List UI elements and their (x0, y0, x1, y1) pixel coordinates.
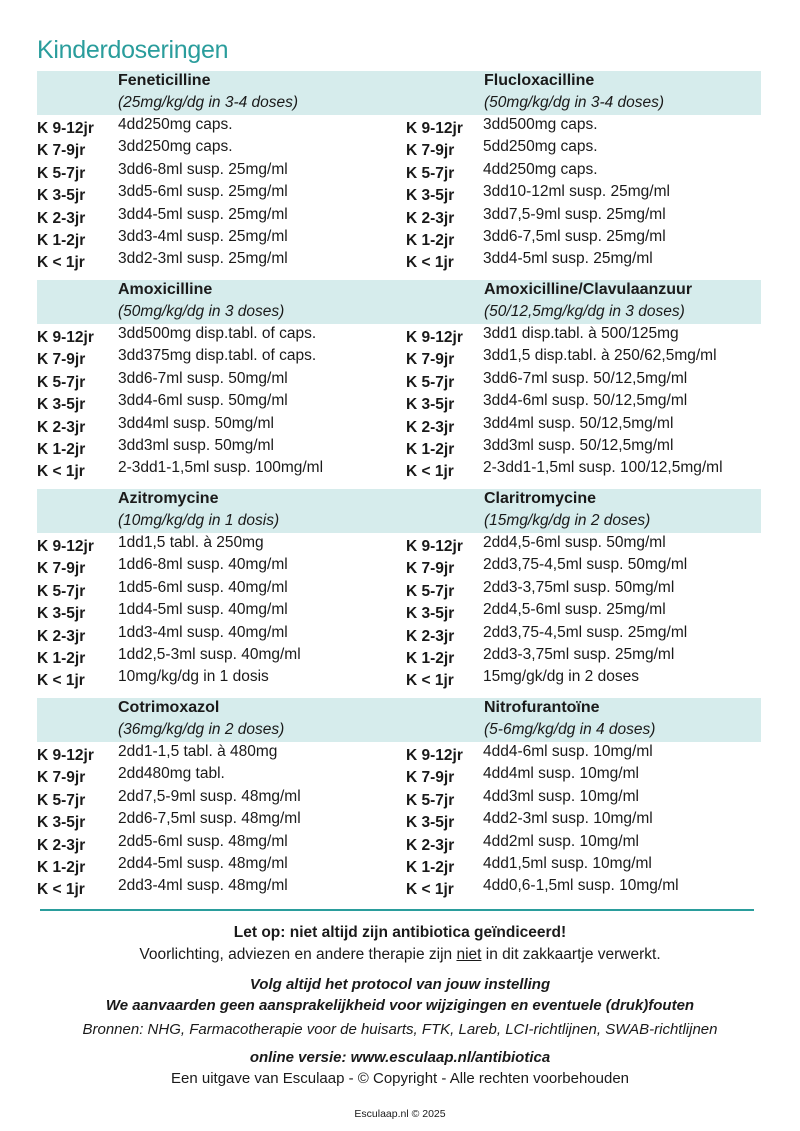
dose-value: 3dd4-5ml susp. 25mg/ml (483, 250, 653, 268)
dose-value: 15mg/gk/dg in 2 doses (483, 668, 639, 686)
age-group-label: K 9-12jr (406, 120, 463, 137)
age-group-label: K 1-2jr (406, 231, 455, 249)
age-group-label: K 1-2jr (406, 649, 455, 667)
age-group-label: K 7-9jr (37, 351, 86, 369)
page-title: Kinderdoseringen (37, 36, 229, 64)
dose-value: 3dd375mg disp.tabl. of caps. (118, 347, 317, 365)
warning-text: Let op: niet altijd zijn antibiotica geïndiceerd! (233, 924, 567, 941)
age-group-label: K 3-5jr (406, 605, 455, 623)
dose-value: 4dd4ml susp. 10mg/ml (483, 765, 639, 783)
info-text-after: in dit zakkaartje verwerkt. (481, 946, 661, 963)
age-group-label: K 9-12jr (37, 329, 94, 346)
dose-value: 1dd1,5 tabl. à 250mg (118, 534, 264, 551)
age-group-label: K 7-9jr (37, 142, 86, 160)
drug-name: Azitromycine (118, 490, 219, 507)
drug-dosage-rule: (36mg/kg/dg in 2 doses) (118, 721, 285, 738)
dose-value: 3dd6-7ml susp. 50/12,5mg/ml (483, 369, 688, 387)
dose-value: 3dd1 disp.tabl. à 500/125mg (483, 325, 679, 342)
copyright-small: Esculaap.nl © 2025 (354, 1108, 446, 1120)
drug-name: Amoxicilline/Clavulaanzuur (484, 281, 693, 298)
age-group-label: K 2-3jr (406, 627, 455, 645)
dose-value: 3dd6-7ml susp. 50mg/ml (118, 369, 288, 387)
age-group-label: K 3-5jr (37, 187, 86, 205)
age-group-label: K 1-2jr (37, 440, 86, 458)
dose-value: 2dd480mg tabl. (118, 765, 225, 783)
dose-value: 1dd4-5ml susp. 40mg/ml (118, 601, 288, 619)
drug-dosage-rule: (15mg/kg/dg in 2 doses) (484, 512, 651, 529)
dose-value: 2dd3-3,75ml susp. 25mg/ml (483, 645, 675, 663)
age-group-label: K 2-3jr (406, 836, 455, 854)
age-group-label: K 1-2jr (406, 858, 455, 876)
dose-value: 3dd2-3ml susp. 25mg/ml (118, 250, 288, 268)
dose-value: 3dd1,5 disp.tabl. à 250/62,5mg/ml (483, 347, 717, 365)
age-group-label: K 5-7jr (406, 582, 455, 600)
dose-value: 3dd4ml susp. 50/12,5mg/ml (483, 414, 674, 432)
age-group-label: K 3-5jr (406, 814, 455, 832)
dose-value: 2dd4,5-6ml susp. 50mg/ml (483, 534, 666, 551)
dose-value: 1dd3-4ml susp. 40mg/ml (118, 623, 288, 641)
dose-value: 4dd1,5ml susp. 10mg/ml (483, 854, 652, 872)
dose-value: 2dd3-4ml susp. 48mg/ml (118, 877, 288, 895)
drug-name: Claritromycine (484, 490, 597, 507)
age-group-label: K 7-9jr (37, 560, 86, 578)
age-group-label: K < 1jr (406, 463, 454, 481)
drug-block (37, 489, 761, 698)
drug-name: Amoxicilline (118, 281, 213, 298)
age-group-label: K 2-3jr (406, 418, 455, 436)
age-group-label: K 7-9jr (406, 560, 455, 578)
age-group-label: K < 1jr (406, 254, 454, 272)
dose-value: 3dd3-4ml susp. 25mg/ml (118, 227, 288, 245)
age-group-label: K 1-2jr (37, 231, 86, 249)
drug-dosage-rule: (10mg/kg/dg in 1 dosis) (118, 512, 280, 529)
dose-value: 3dd250mg caps. (118, 138, 233, 156)
age-group-label: K 7-9jr (406, 142, 455, 160)
dose-value: 3dd4ml susp. 50mg/ml (118, 414, 274, 432)
age-group-label: K < 1jr (37, 672, 85, 690)
dose-value: 2-3dd1-1,5ml susp. 100/12,5mg/ml (483, 459, 723, 477)
age-group-label: K 2-3jr (406, 209, 455, 227)
age-group-label: K 9-12jr (406, 747, 463, 764)
dose-value: 3dd6-8ml susp. 25mg/ml (118, 160, 288, 178)
dose-value: 1dd2,5-3ml susp. 40mg/ml (118, 645, 301, 663)
info-text-before: Voorlichting, adviezen en andere therapie zijn (139, 946, 457, 963)
dose-value: 4dd250mg caps. (483, 160, 598, 178)
dose-value: 2-3dd1-1,5ml susp. 100mg/ml (118, 459, 324, 477)
age-group-label: K 5-7jr (406, 164, 455, 182)
age-group-label: K 2-3jr (37, 209, 86, 227)
age-group-label: K 5-7jr (37, 164, 86, 182)
liability-text: We aanvaarden geen aansprakelijkheid voor wijzigingen en eventuele (druk)fouten (105, 997, 695, 1014)
dosing-grid (37, 71, 761, 907)
age-group-label: K 9-12jr (37, 747, 94, 764)
dose-value: 3dd10-12ml susp. 25mg/ml (483, 183, 670, 201)
age-group-label: K 3-5jr (37, 814, 86, 832)
age-group-label: K 5-7jr (406, 791, 455, 809)
dose-value: 4dd250mg caps. (118, 116, 233, 133)
drug-name: Flucloxacilline (484, 72, 595, 89)
age-group-label: K 9-12jr (37, 120, 94, 137)
dose-value: 2dd5-6ml susp. 48mg/ml (118, 832, 288, 850)
age-group-label: K 7-9jr (406, 769, 455, 787)
dose-value: 3dd500mg disp.tabl. of caps. (118, 325, 317, 342)
dose-value: 10mg/kg/dg in 1 dosis (118, 668, 269, 686)
publisher-text: Een uitgave van Esculaap - © Copyright - Alle rechten voorbehouden (171, 1070, 629, 1087)
dose-value: 4dd2ml susp. 10mg/ml (483, 832, 639, 850)
age-group-label: K 3-5jr (406, 396, 455, 414)
age-group-label: K 2-3jr (37, 418, 86, 436)
age-group-label: K < 1jr (37, 463, 85, 481)
dose-value: 2dd3,75-4,5ml susp. 50mg/ml (483, 556, 688, 574)
age-group-label: K < 1jr (406, 881, 454, 899)
drug-dosage-rule: (50/12,5mg/kg/dg in 3 doses) (484, 303, 685, 320)
age-group-label: K 3-5jr (37, 396, 86, 414)
sources-text: Bronnen: NHG, Farmacotherapie voor de huisarts, FTK, Lareb, LCI-richtlijnen, SWAB-richtlijnen (82, 1021, 718, 1038)
dose-value: 3dd4-6ml susp. 50mg/ml (118, 392, 288, 410)
age-group-label: K < 1jr (37, 254, 85, 272)
dose-value: 2dd1-1,5 tabl. à 480mg (118, 743, 278, 760)
drug-block (37, 71, 761, 280)
dose-value: 3dd500mg caps. (483, 116, 598, 133)
info-text-underlined: niet (456, 946, 482, 963)
online-version-link[interactable]: online versie: www.esculaap.nl/antibiotica (249, 1049, 551, 1066)
age-group-label: K 5-7jr (37, 373, 86, 391)
dose-value: 2dd3,75-4,5ml susp. 25mg/ml (483, 623, 688, 641)
age-group-label: K 9-12jr (406, 538, 463, 555)
age-group-label: K 2-3jr (37, 627, 86, 645)
dose-value: 2dd3-3,75ml susp. 50mg/ml (483, 578, 675, 596)
dose-value: 4dd4-6ml susp. 10mg/ml (483, 743, 653, 760)
dose-value: 4dd0,6-1,5ml susp. 10mg/ml (483, 877, 679, 895)
dose-value: 3dd7,5-9ml susp. 25mg/ml (483, 205, 666, 223)
dose-value: 3dd3ml susp. 50/12,5mg/ml (483, 436, 674, 454)
info-text (0, 946, 800, 964)
age-group-label: K 7-9jr (37, 769, 86, 787)
dose-value: 2dd4-5ml susp. 48mg/ml (118, 854, 288, 872)
divider (40, 909, 754, 911)
dose-value: 3dd6-7,5ml susp. 25mg/ml (483, 227, 666, 245)
dose-value: 1dd6-8ml susp. 40mg/ml (118, 556, 288, 574)
age-group-label: K 2-3jr (37, 836, 86, 854)
drug-name: Cotrimoxazol (118, 699, 220, 716)
drug-name: Nitrofurantoïne (484, 699, 600, 716)
age-group-label: K 9-12jr (406, 329, 463, 346)
dose-value: 2dd4,5-6ml susp. 25mg/ml (483, 601, 666, 619)
dose-value: 4dd2-3ml susp. 10mg/ml (483, 810, 653, 828)
age-group-label: K 3-5jr (406, 187, 455, 205)
age-group-label: K 3-5jr (37, 605, 86, 623)
age-group-label: K 9-12jr (37, 538, 94, 555)
dose-value: 3dd4-6ml susp. 50/12,5mg/ml (483, 392, 688, 410)
protocol-text: Volg altijd het protocol van jouw instelling (249, 976, 551, 993)
dose-value: 3dd5-6ml susp. 25mg/ml (118, 183, 288, 201)
drug-name: Feneticilline (118, 72, 211, 89)
age-group-label: K 1-2jr (37, 649, 86, 667)
dose-value: 1dd5-6ml susp. 40mg/ml (118, 578, 288, 596)
drug-dosage-rule: (50mg/kg/dg in 3 doses) (118, 303, 285, 320)
age-group-label: K < 1jr (37, 881, 85, 899)
dose-value: 5dd250mg caps. (483, 138, 598, 156)
age-group-label: K 1-2jr (37, 858, 86, 876)
age-group-label: K 5-7jr (406, 373, 455, 391)
dose-value: 3dd4-5ml susp. 25mg/ml (118, 205, 288, 223)
dose-value: 3dd3ml susp. 50mg/ml (118, 436, 274, 454)
dose-value: 2dd6-7,5ml susp. 48mg/ml (118, 810, 301, 828)
dose-value: 4dd3ml susp. 10mg/ml (483, 787, 639, 805)
age-group-label: K < 1jr (406, 672, 454, 690)
dose-value: 2dd7,5-9ml susp. 48mg/ml (118, 787, 301, 805)
age-group-label: K 5-7jr (37, 791, 86, 809)
age-group-label: K 7-9jr (406, 351, 455, 369)
age-group-label: K 1-2jr (406, 440, 455, 458)
drug-dosage-rule: (5-6mg/kg/dg in 4 doses) (484, 721, 656, 738)
drug-dosage-rule: (50mg/kg/dg in 3-4 doses) (484, 94, 665, 111)
drug-block (37, 698, 761, 907)
drug-block (37, 280, 761, 489)
drug-dosage-rule: (25mg/kg/dg in 3-4 doses) (118, 94, 299, 111)
age-group-label: K 5-7jr (37, 582, 86, 600)
